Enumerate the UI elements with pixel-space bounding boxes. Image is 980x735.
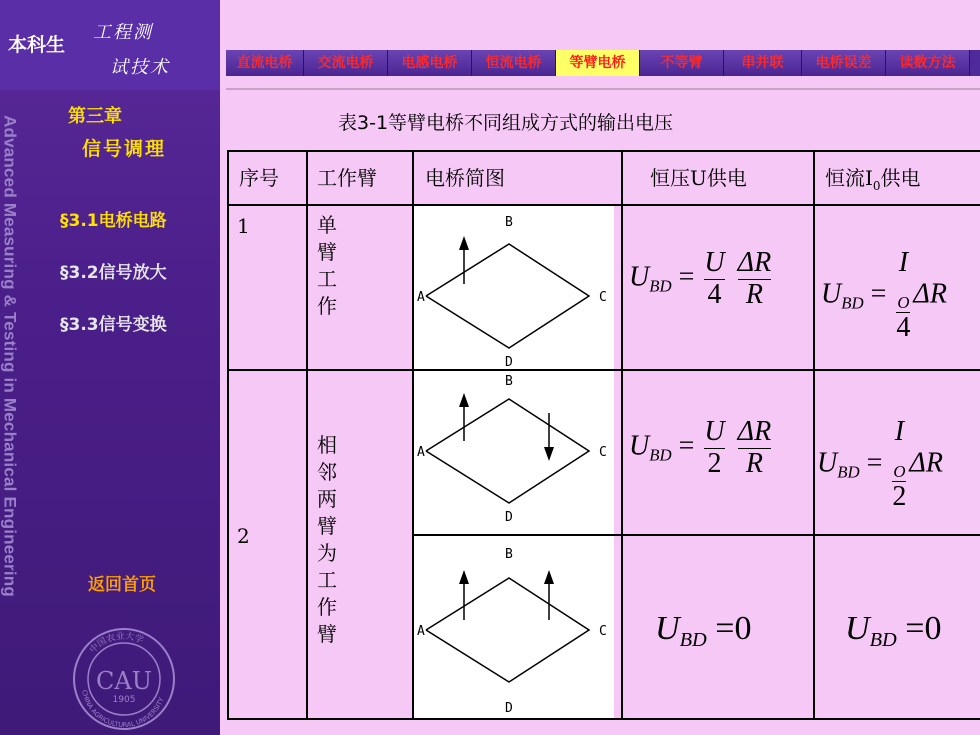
header-arm: 工作臂 (317, 166, 377, 190)
frac-num: U (704, 247, 725, 278)
chapter-title: 第三章 (68, 106, 122, 127)
header-cc-a: 恒流I (825, 166, 873, 190)
arm-arrowhead-up (459, 570, 469, 584)
formula-sym: ΔR (913, 278, 947, 310)
node-b-label: B (505, 547, 513, 562)
formula-sym: U (655, 610, 680, 647)
formula-sym: I (894, 416, 905, 447)
frac-den: R (738, 448, 772, 480)
row1-no: 1 (237, 214, 250, 238)
formula-cv-single (629, 248, 774, 311)
formula-frac (704, 248, 724, 311)
arm-arrowhead (459, 236, 469, 250)
course-title-part-a: 本科生 (8, 34, 66, 56)
node-a-label: A (417, 445, 425, 460)
node-a-label: A (417, 624, 425, 639)
nav-series-parallel[interactable]: 串并联 (724, 50, 802, 76)
sidebar-vertical-title: Advanced Measuring & Testing in Mechanical Engineering (0, 115, 20, 597)
arm-arrowhead-down (544, 447, 554, 461)
table-line (227, 150, 229, 720)
nav-bar (226, 50, 980, 76)
formula-sub: BD (649, 445, 672, 465)
formula-sub: O (897, 292, 910, 312)
nav-ac-bridge[interactable]: 交流电桥 (304, 50, 388, 76)
formula-frac (896, 248, 910, 344)
bridge-diagram-adjacent-same (414, 536, 614, 718)
formula-sym: U (629, 261, 650, 293)
node-c-label: C (599, 624, 607, 639)
logo-latin-ring: CHINA AGRICULTURAL UNIVERSITY (80, 689, 166, 730)
formula-cc-zero (845, 610, 941, 652)
header-constant-current (825, 162, 921, 193)
arm-arrowhead-up (459, 393, 469, 407)
header-constant-voltage: 恒压U供电 (650, 166, 747, 190)
node-b-label: B (505, 374, 513, 389)
formula-cc-single (821, 248, 947, 344)
frac-num: ΔR (737, 416, 772, 447)
frac-num: U (704, 416, 725, 447)
table-line (813, 150, 815, 720)
divider (226, 88, 980, 90)
frac-num (892, 417, 906, 481)
top-bar (220, 0, 980, 90)
course-title-part-c: 试技术 (110, 57, 170, 78)
university-logo (70, 625, 178, 733)
bridge-diamond (426, 244, 589, 348)
table-line (227, 718, 980, 720)
frac-den: 2 (892, 481, 907, 513)
nav-inductance-bridge[interactable]: 电感电桥 (388, 50, 472, 76)
formula-eq: = (870, 278, 887, 310)
formula-sym: U (817, 447, 838, 479)
node-d-label: D (505, 701, 513, 716)
course-title-block (0, 0, 220, 90)
nav-bridge-error[interactable]: 电桥误差 (802, 50, 886, 76)
header-no: 序号 (239, 166, 279, 190)
header-cc-sub: 0 (872, 179, 881, 193)
formula-eq: = (866, 447, 883, 479)
formula-sub: BD (837, 462, 860, 482)
section-link-signal-convert[interactable]: §3.3信号变换 (60, 315, 167, 335)
table-line (621, 150, 623, 720)
svg-text:中国农业大学 (87, 630, 146, 656)
frac-den: 4 (896, 312, 911, 344)
frac-num: ΔR (737, 247, 772, 278)
logo-year: 1905 (112, 695, 136, 705)
formula-frac (704, 417, 724, 480)
formula-sym: U (821, 278, 842, 310)
header-diagram: 电桥简图 (425, 166, 505, 190)
formula-zero: 0 (924, 610, 942, 647)
bridge-diagram-single-arm (414, 206, 614, 369)
logo-ring-text: 中国农业大学 (88, 631, 145, 656)
node-d-label: D (505, 510, 513, 525)
node-a-label: A (417, 290, 425, 305)
formula-sub: BD (649, 276, 672, 296)
nav-constant-current-bridge[interactable]: 恒流电桥 (472, 50, 556, 76)
home-link[interactable]: 返回首页 (88, 575, 156, 595)
formula-eq: = (678, 430, 695, 462)
formula-sub: O (893, 461, 906, 481)
frac-den: 4 (704, 279, 724, 311)
nav-dc-bridge[interactable]: 直流电桥 (226, 50, 304, 76)
node-c-label: C (599, 290, 607, 305)
header-cc-b: 供电 (880, 166, 921, 190)
section-link-bridge-circuit[interactable]: §3.1电桥电路 (60, 211, 167, 231)
output-voltage-table (227, 150, 980, 720)
formula-sym: U (629, 430, 650, 462)
nav-equal-arm-bridge[interactable]: 等臂电桥 (556, 50, 640, 76)
formula-cv-opposite (629, 417, 774, 480)
formula-sub: BD (679, 629, 707, 652)
table-line (306, 150, 308, 720)
node-c-label: C (599, 445, 607, 460)
bridge-diamond (426, 399, 589, 503)
bridge-diamond (426, 578, 589, 682)
formula-sym: ΔR (909, 447, 943, 479)
bridge-diagram-adjacent-opposite (414, 371, 614, 534)
course-title-part-b: 工程测 (93, 22, 153, 43)
nav-reading-method[interactable]: 读数方法 (886, 50, 970, 76)
node-d-label: D (505, 355, 513, 369)
formula-frac (738, 248, 772, 311)
row2-no: 2 (237, 524, 250, 548)
section-link-signal-amplify[interactable]: §3.2信号放大 (60, 263, 167, 283)
logo-abbr: CAU (96, 667, 152, 695)
formula-cv-zero (655, 610, 751, 652)
formula-eq: = (905, 610, 925, 647)
formula-sym: I (898, 247, 909, 278)
frac-den: 2 (704, 448, 724, 480)
table-title: 表3-1等臂电桥不同组成方式的输出电压 (338, 112, 674, 134)
chapter-subtitle: 信号调理 (82, 138, 167, 160)
node-b-label: B (505, 215, 513, 230)
formula-cc-opposite (817, 417, 943, 513)
arm-arrowhead-up (544, 570, 554, 584)
frac-num (896, 248, 910, 312)
formula-sym: U (845, 610, 870, 647)
formula-zero: 0 (734, 610, 752, 647)
row1-arm: 单臂工作 (317, 213, 337, 318)
formula-eq: = (715, 610, 735, 647)
nav-unequal-arm[interactable]: 不等臂 (640, 50, 724, 76)
formula-sub: BD (841, 293, 864, 313)
frac-den: R (738, 279, 772, 311)
table-line (227, 150, 980, 152)
formula-frac (738, 417, 772, 480)
formula-eq: = (678, 261, 695, 293)
formula-sub: BD (869, 629, 897, 652)
row2-arm: 相邻两臂为工作臂 (317, 433, 337, 646)
formula-frac (892, 417, 906, 513)
